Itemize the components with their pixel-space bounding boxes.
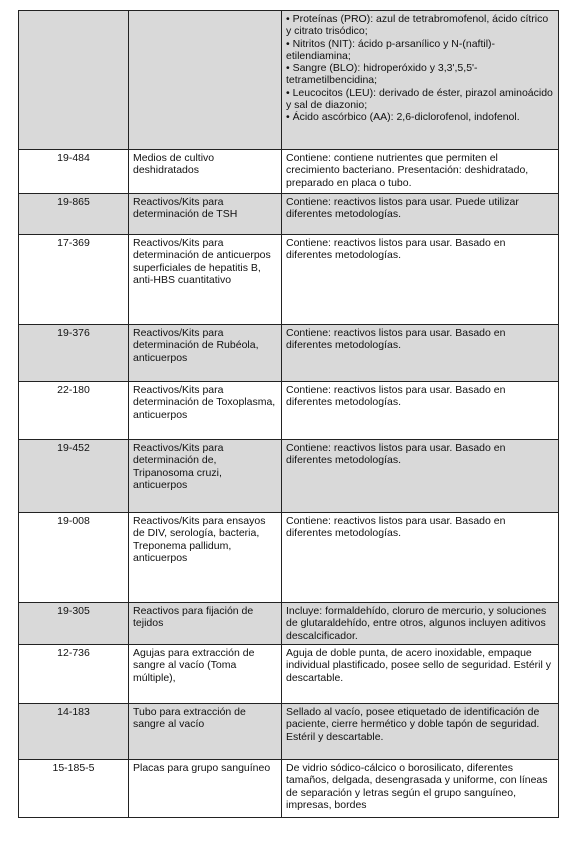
item-code: 19-484 xyxy=(19,150,129,194)
item-description: Incluye: formaldehído, cloruro de mercurio, y soluciones de glutaraldehído, entre otros, algunos incluyen aditivos descalcificador. xyxy=(282,603,559,645)
item-code: 19-865 xyxy=(19,194,129,235)
specifications-table xyxy=(18,10,559,818)
item-description: Contiene: reactivos listos para usar. Basado en diferentes metodologías. xyxy=(282,440,559,513)
item-description: Sellado al vacío, posee etiquetado de identificación de paciente, cierre hermético y doble tapón de seguridad. Estéril y descartable. xyxy=(282,704,559,760)
item-name: Placas para grupo sanguíneo xyxy=(129,760,282,818)
item-code: 19-452 xyxy=(19,440,129,513)
table-row xyxy=(19,11,559,150)
item-description: Contiene: reactivos listos para usar. Basado en diferentes metodologías. xyxy=(282,382,559,440)
item-code: 22-180 xyxy=(19,382,129,440)
item-description: • Proteínas (PRO): azul de tetrabromofenol, ácido cítrico y citrato trisódico; • Nitritos (NIT): ácido p-arsanílico y N-(naftil)-etilendiamina; • Sangre (BLO): hidroperóxido y 3,3',5,5'-tetrametilbencidina; • Leucocitos (LEU): derivado de éster, pirazol aminoácido y sal de diazonio; • Ácido ascórbico (AA): 2,6-diclorofenol, indofenol. xyxy=(282,11,559,150)
item-code: 19-008 xyxy=(19,513,129,603)
table-row xyxy=(19,603,559,645)
table-row xyxy=(19,645,559,704)
item-code: 19-376 xyxy=(19,325,129,382)
table-row xyxy=(19,704,559,760)
item-code: 14-183 xyxy=(19,704,129,760)
item-code: 17-369 xyxy=(19,235,129,325)
item-name: Reactivos/Kits para determinación de Toxoplasma, anticuerpos xyxy=(129,382,282,440)
item-description: Aguja de doble punta, de acero inoxidable, empaque individual plastificado, posee sello de seguridad. Estéril y descartable. xyxy=(282,645,559,704)
item-description: Contiene: reactivos listos para usar. Basado en diferentes metodologías. xyxy=(282,325,559,382)
item-name: Reactivos para fijación de tejidos xyxy=(129,603,282,645)
item-name: Tubo para extracción de sangre al vacío xyxy=(129,704,282,760)
item-name: Reactivos/Kits para ensayos de DIV, serología, bacteria, Treponema pallidum, anticuerpos xyxy=(129,513,282,603)
table-row xyxy=(19,150,559,194)
item-code xyxy=(19,11,129,150)
table-row xyxy=(19,325,559,382)
table-row xyxy=(19,235,559,325)
table-row xyxy=(19,382,559,440)
item-name: Medios de cultivo deshidratados xyxy=(129,150,282,194)
item-code: 12-736 xyxy=(19,645,129,704)
item-description: Contiene: reactivos listos para usar. Puede utilizar diferentes metodologías. xyxy=(282,194,559,235)
item-name xyxy=(129,11,282,150)
item-description: Contiene: reactivos listos para usar. Basado en diferentes metodologías. xyxy=(282,235,559,325)
item-code: 15-185-5 xyxy=(19,760,129,818)
item-name: Reactivos/Kits para determinación de TSH xyxy=(129,194,282,235)
item-name: Reactivos/Kits para determinación de, Tripanosoma cruzi, anticuerpos xyxy=(129,440,282,513)
item-name: Agujas para extracción de sangre al vacío (Toma múltiple), xyxy=(129,645,282,704)
table-row xyxy=(19,513,559,603)
table-row xyxy=(19,440,559,513)
item-name: Reactivos/Kits para determinación de Rubéola, anticuerpos xyxy=(129,325,282,382)
item-description: De vidrio sódico-cálcico o borosilicato, diferentes tamaños, delgada, desengrasada y uniforme, con líneas de separación y letras según el grupo sanguíneo, impresas, bordes xyxy=(282,760,559,818)
item-description: Contiene: contiene nutrientes que permiten el crecimiento bacteriano. Presentación: deshidratado, preparado en placa o tubo. xyxy=(282,150,559,194)
item-description: Contiene: reactivos listos para usar. Basado en diferentes metodologías. xyxy=(282,513,559,603)
table-row xyxy=(19,194,559,235)
table-row xyxy=(19,760,559,818)
item-name: Reactivos/Kits para determinación de anticuerpos superficiales de hepatitis B, anti-HBS cuantitativo xyxy=(129,235,282,325)
item-code: 19-305 xyxy=(19,603,129,645)
